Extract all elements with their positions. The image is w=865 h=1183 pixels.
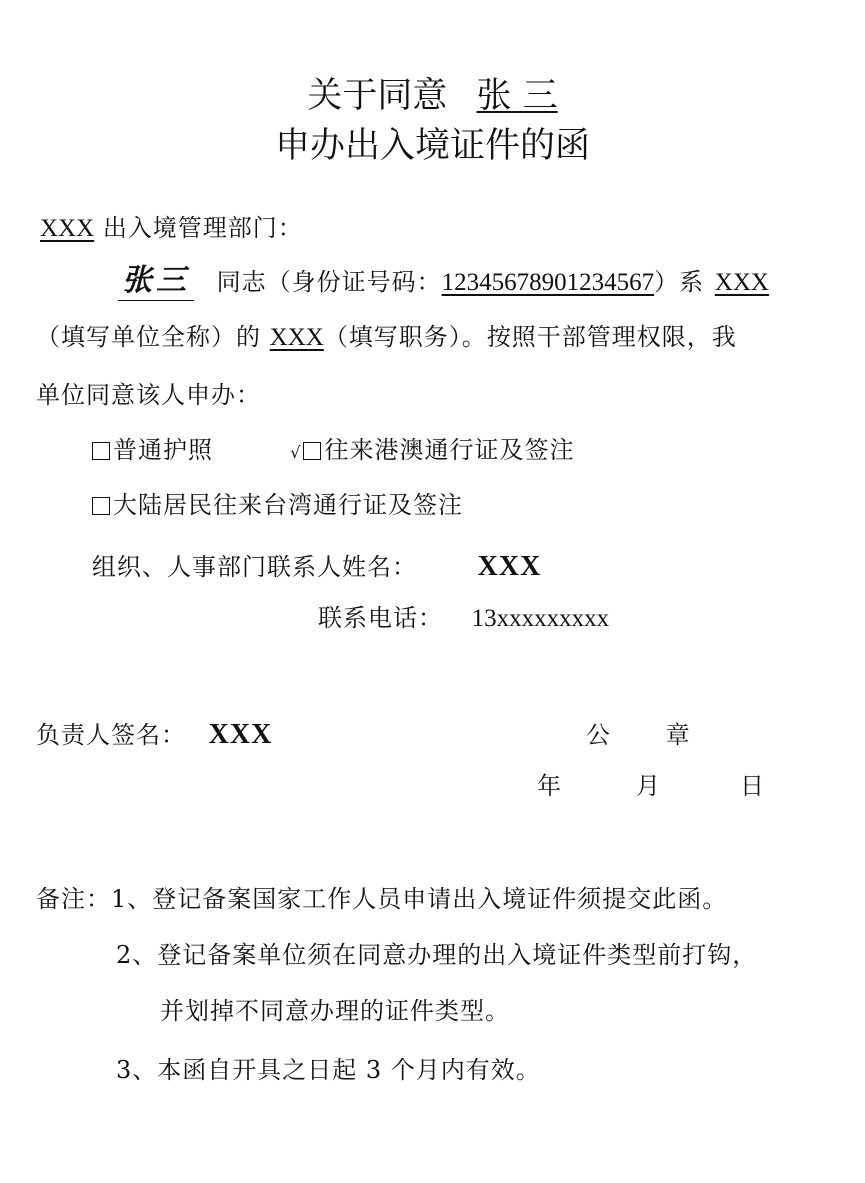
contact-name-value: XXX: [477, 551, 542, 582]
unit-name: XXX: [714, 269, 769, 296]
signer-value: XXX: [208, 719, 273, 750]
check-mark-icon: √: [290, 443, 302, 462]
option-label: 往来港澳通行证及签注: [324, 436, 575, 464]
title-line-1: [0, 76, 865, 116]
text-position-hint: （填写职务）。按照干部管理权限，我: [323, 323, 737, 351]
option-taiwan-permit[interactable]: [92, 491, 463, 519]
option-label: 大陆居民往来台湾通行证及签注: [113, 491, 463, 519]
signer-label: 负责人签名：: [36, 721, 186, 749]
note-item: 2、登记备案单位须在同意办理的出入境证件类型前打钩，: [116, 941, 758, 969]
contact-name-label: 组织、人事部门联系人姓名：: [92, 553, 417, 581]
title-line-2: 申办出入境证件的函: [274, 126, 590, 166]
date-year: 年: [537, 772, 562, 800]
notes-label: 备注：: [36, 885, 111, 913]
checkbox-icon[interactable]: [303, 442, 321, 460]
options-row-1: [92, 435, 574, 468]
text-belongs: ）系: [654, 268, 705, 296]
contact-name-row: [92, 552, 541, 582]
date-day: 日: [740, 772, 765, 800]
options-row-2: [92, 490, 463, 520]
option-label: 普通护照: [113, 436, 213, 464]
signer-row: [36, 720, 272, 750]
id-number: 12345678901234567: [441, 269, 655, 296]
note-item: 并划掉不同意办理的证件类型。: [160, 997, 510, 1025]
position-name: XXX: [269, 324, 324, 351]
contact-phone-value: 13xxxxxxxxx: [471, 605, 610, 632]
title-prefix: 关于同意: [307, 76, 448, 116]
contact-phone-row: [318, 603, 609, 634]
addressee: [40, 213, 303, 244]
note-item: 3、本函自开具之日起 3 个月内有效。: [116, 1056, 541, 1084]
contact-phone-label: 联系电话：: [318, 604, 443, 632]
official-seal-label: 公 章: [586, 721, 698, 749]
paragraph-line-1: [118, 263, 769, 298]
addressee-suffix: 出入境管理部门：: [102, 214, 303, 242]
title-person-name: 张 三: [476, 76, 558, 116]
note-item: 1、登记备案国家工作人员申请出入境证件须提交此函。: [111, 885, 728, 913]
option-passport[interactable]: [92, 436, 222, 464]
text-unit-hint: （填写单位全称）的: [36, 323, 261, 351]
paragraph-line-3: 单位同意该人申办：: [36, 381, 261, 409]
notes-row-1: [36, 884, 727, 914]
paragraph-line-2: [36, 322, 737, 353]
addressee-org: XXX: [40, 215, 95, 242]
checkbox-icon[interactable]: [92, 442, 110, 460]
handwritten-signature: 张三: [118, 263, 194, 301]
text-comrade: 同志（身份证号码：: [216, 268, 442, 296]
option-hk-macau-permit[interactable]: [290, 436, 574, 464]
date-month: 月: [636, 772, 661, 800]
checkbox-icon[interactable]: [92, 497, 110, 515]
